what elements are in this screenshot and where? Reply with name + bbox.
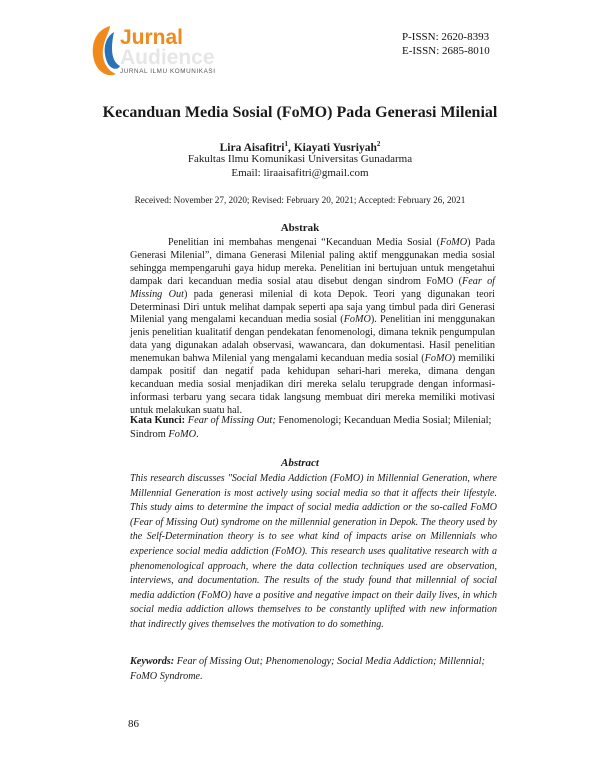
affiliation: Fakultas Ilmu Komunikasi Universitas Gunadarma	[187, 153, 413, 165]
abstract-heading: Abstract	[281, 457, 319, 469]
logo-word-audience: Audience	[120, 46, 215, 69]
author-affil-mark: 1	[284, 140, 288, 148]
kata-kunci-label: Kata Kunci:	[130, 415, 186, 426]
author-email[interactable]: Email: liraaisafitri@gmail.com	[231, 167, 369, 179]
logo-subtitle: JURNAL ILMU KOMUNIKASI	[120, 68, 216, 75]
author-affil-mark: 2	[376, 140, 381, 148]
abstrak-heading: Abstrak	[280, 222, 320, 234]
abstract-text: This research discusses "Social Media Addiction (FoMO) in Millennial Generation, where Millennial Generation is most actively using social media so that it affects their lifestyle. This study aims to determine the impact of social media addiction or the so-called FoMO (Fear of Missing Out) syndrome on the millennial generation in Depok. The theory used by the Self-Determination theory is to see what kind of impacts arise on Millennials who experience social media addiction (FoMO). This research uses qualitative research with a phenomenological approach, where the data collection techniques used are observation, interviews, and documentation. The results of the study found that millennial of social media addiction (FoMO) have a positive and negative impact on their daily lives, in which social media addiction allows themselves to be constantly uplifted with new information that indirectly gives themselves the motivation to do something.	[130, 473, 497, 630]
author-name: Lira Aisafitri	[219, 141, 285, 154]
author-name: Kiayati Yusriyah	[293, 141, 377, 154]
page-number: 86	[128, 718, 139, 730]
keywords-label: Keywords:	[130, 656, 175, 667]
keywords: Keywords: Fear of Missing Out; Phenomenology; Social Media Addiction; Millennial; FoMO Syndrome.	[130, 656, 485, 682]
journal-logo	[88, 24, 228, 84]
kata-kunci: Kata Kunci: Fear of Missing Out; Fenomenologi; Kecanduan Media Sosial; Milenial; Sindrom FoMO.	[130, 415, 492, 441]
paper-title: Kecanduan Media Sosial (FoMO) Pada Generasi Milenial	[102, 104, 498, 121]
author-separator: ,	[287, 141, 294, 154]
submission-dates: Received: November 27, 2020; Revised: February 20, 2021; Accepted: February 26, 2021	[134, 195, 466, 205]
p-issn: P-ISSN: 2620-8393	[402, 31, 490, 43]
authors	[0, 140, 600, 154]
abstrak-text: Penelitian ini membahas mengenai “Kecanduan Media Sosial (FoMO) Pada Generasi Milenial”, dimana Generasi Milenial paling aktif menggunakan media sosial sehingga mempengaruhi gaya hidup mereka. Penelitian ini bertujuan untuk mengetahui dampak dari kecanduan media sosial atau disebut dengan sindrom FoMO (Fear of Missing Out) pada generasi milenial di kota Depok. Teori yang digunakan teori Determinasi Diri untuk melihat dampak seperti apa saja yang timbul pada diri Generasi Milenial yang mengalami kecanduan media sosial (FoMO). Penelitian ini menggunakan jenis penelitian kualitatif dengan pendekatan fenomenologi, dimana teknik pengumpulan data yang digunakan adalah observasi, wawancara, dan dokumentasi. Hasil penelitian menemukan bahwa Milenial yang mengalami kecanduan media sosial (FoMO) memiliki dampak positif dan negatif pada kehidupan sehari-hari mereka, dimana dengan kecanduan media sosial menjadikan diri mereka selalu terupgrade dengan informasi-informasi terbaru yang secara tidak langsung membuat diri mereka memiliki motivasi untuk melakukan suatu hal.	[130, 237, 495, 416]
e-issn: E-ISSN: 2685-8010	[402, 45, 490, 57]
logo-mark-icon	[88, 24, 122, 80]
logo-word-jurnal: Jurnal	[120, 26, 184, 49]
